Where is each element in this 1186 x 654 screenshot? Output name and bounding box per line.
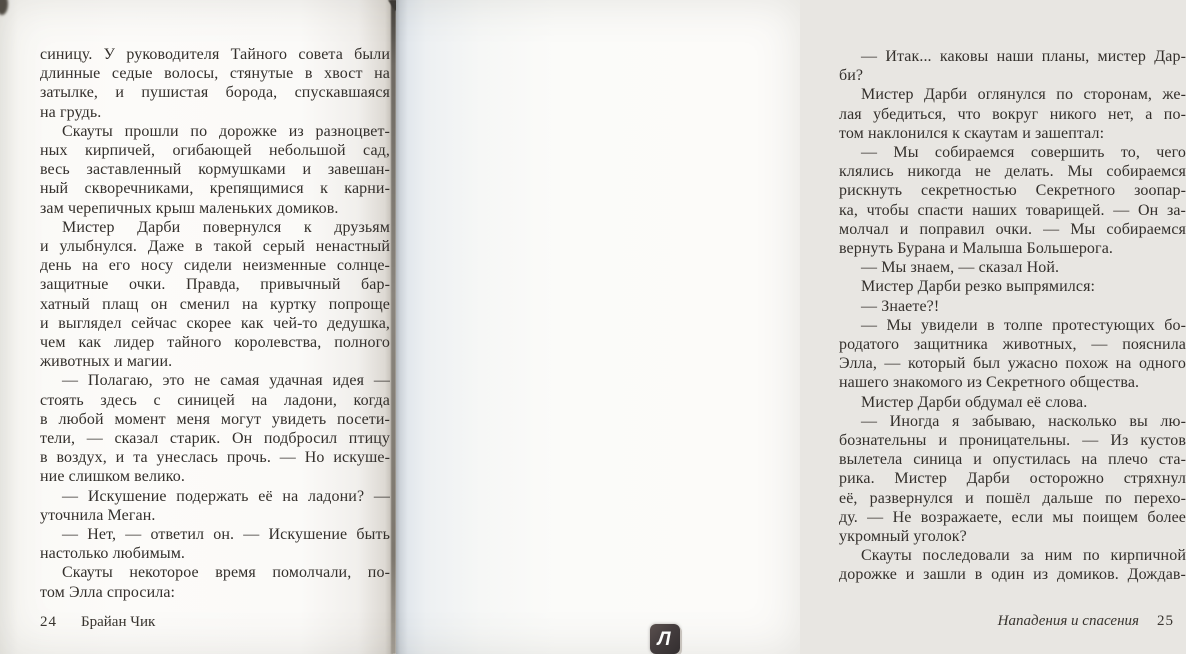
text-line: — Мы знаем, — сказал Ной.	[861, 259, 1060, 277]
text-line: затылке, и пушистая борода, спускавшаяся	[40, 84, 390, 102]
text-line: молчал и поправил очки. — Мы собираемся	[839, 220, 1186, 238]
text-line: защитные очки. Правда, привычный бар-	[40, 276, 390, 294]
text-line: рика. Мистер Дарби осторожно стряхнул	[839, 470, 1186, 488]
text-line: Элла, — который был ужасно похож на одного	[839, 355, 1186, 373]
text-line: её, развернулся и пошёл дальше по перехо-	[839, 489, 1186, 507]
text-line: укромный уголок?	[839, 528, 967, 546]
text-line: рискнуть секретностью Секретного зоопар-	[839, 182, 1186, 200]
text-line: нашего знакомого из Секретного общества.	[839, 374, 1140, 392]
right-page-number: 25	[1157, 613, 1174, 629]
right-running-title: Нападения и спасения	[997, 613, 1139, 629]
text-line: — Мы увидели в толпе протестующих бо-	[861, 316, 1186, 334]
text-line: в воздух, и та унеслась прочь. — Но искуше-	[40, 449, 390, 467]
left-page-footer	[40, 614, 390, 631]
text-line: ный скворечниками, крепящимися к карни-	[40, 180, 390, 198]
left-page-number: 24	[40, 614, 57, 630]
text-line: — Нет, — ответил он. — Искушение быть	[62, 526, 390, 544]
text-line: зам черепичных крыш маленьких домиков.	[40, 199, 339, 217]
text-line: Скауты последовали за ним по кирпичной	[861, 547, 1186, 565]
text-line: том Элла спросила:	[40, 583, 176, 601]
labirint-letter: Л	[657, 628, 671, 650]
text-line: Мистер Дарби обдумал её слова.	[861, 393, 1088, 411]
text-line: — Знаете?!	[861, 297, 940, 315]
text-line: лая убедиться, что вокруг никого нет, а по-	[839, 105, 1186, 123]
labirint-watermark-badge	[650, 624, 680, 654]
text-line: Мистер Дарби повернулся к друзьям	[62, 218, 390, 236]
text-line: бознательны и проницательны. — Из кустов	[839, 432, 1186, 450]
text-line: Мистер Дарби резко выпрямился:	[861, 278, 1096, 296]
text-line: и улыбнулся. Даже в такой серый ненастный	[40, 238, 390, 256]
text-line: Скауты некоторое время помолчали, по-	[62, 564, 390, 582]
text-line: вылетела синица и опустилась на плечо ста-	[839, 451, 1186, 469]
text-line: Мистер Дарби оглянулся по сторонам, же-	[861, 86, 1186, 104]
text-line: тели, — сказал старик. Он подбросил птицу	[40, 430, 390, 448]
text-line: хатный плащ он сменил на куртку попроще	[40, 295, 390, 313]
text-line: — Итак... каковы наши планы, мистер Дар-	[861, 48, 1186, 65]
text-line: ду. — Не возражаете, если мы поищем более	[839, 508, 1186, 526]
text-line: вернуть Бурана и Малыша Большерога.	[839, 240, 1113, 258]
text-line: — Искушение подержать её на ладони? —	[62, 487, 390, 505]
text-line: длинные седые волосы, стянутые в хвост на	[40, 65, 390, 83]
text-line: настолько любимым.	[40, 545, 186, 563]
left-running-title: Брайан Чик	[81, 614, 156, 630]
text-line: ка, чтобы спасти наших товарищей. — Он за-	[839, 201, 1186, 219]
text-line: уточнила Меган.	[40, 506, 156, 524]
text-line: животных и магии.	[40, 353, 173, 371]
text-line: дорожке и зашли в один из домиков. Дождав-	[839, 566, 1186, 584]
text-line: би?	[839, 67, 864, 85]
text-line: в любой момент меня могут увидеть посети-	[40, 410, 390, 428]
text-line: ных кирпичей, огибающей небольшой сад,	[40, 142, 390, 160]
text-line: — Иногда я забываю, насколько вы лю-	[861, 412, 1186, 430]
text-line: том наклонился к скаутам и зашептал:	[839, 124, 1105, 142]
left-page-text	[40, 45, 390, 602]
text-line: день на его носу сидели неизменные солнце-	[40, 257, 390, 275]
right-page	[396, 0, 1186, 654]
text-line: клялись никогда не делать. Мы собираемся	[839, 163, 1186, 181]
text-line: — Полагаю, это не самая удачная идея —	[62, 372, 390, 390]
text-line: — Мы собираемся совершить то, чего	[861, 144, 1186, 162]
text-line: Скауты прошли по дорожке из разноцвет-	[62, 122, 390, 140]
text-line: на грудь.	[40, 103, 102, 121]
right-page-footer	[839, 613, 1186, 630]
left-page	[0, 0, 393, 654]
text-line: чем как лидер тайного королевства, полного	[40, 334, 390, 352]
text-line: ние слишком велико.	[40, 468, 185, 486]
text-line: родатого защитника животных, — пояснила	[839, 336, 1186, 354]
text-line: и выглядел сейчас скорее как чей-то дедушка,	[40, 314, 390, 332]
text-line: весь заставленный кормушками и завешан-	[40, 161, 390, 179]
right-page-text	[839, 47, 1186, 585]
text-line: стоять здесь с синицей на ладони, когда	[40, 391, 390, 409]
text-line: синицу. У руководителя Тайного совета были	[40, 46, 390, 63]
